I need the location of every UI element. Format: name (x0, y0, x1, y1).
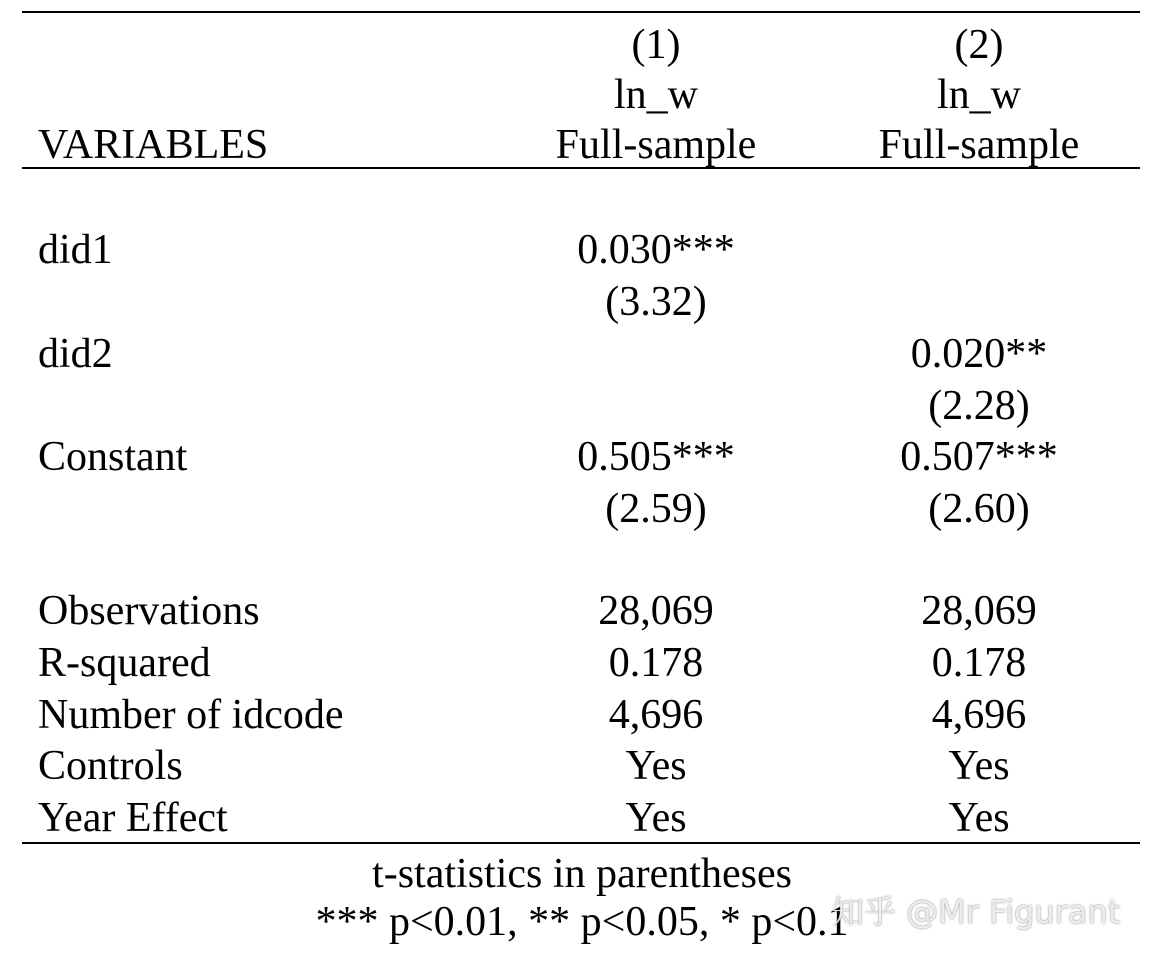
year-effect-col1: Yes (625, 795, 687, 841)
row-label-idcode: Number of idcode (38, 692, 344, 738)
col2-depvar: ln_w (937, 72, 1021, 118)
did1-col1-tstat: (3.32) (605, 279, 707, 325)
row-label-did2: did2 (38, 331, 113, 377)
col1-sample: Full-sample (555, 122, 757, 168)
bottom-rule (22, 842, 1140, 844)
constant-col1-coef: 0.505*** (577, 434, 735, 480)
row-label-year-effect: Year Effect (38, 795, 228, 841)
header-rule (22, 167, 1140, 169)
watermark: 知乎 @Mr Figurant (832, 893, 1121, 931)
rsquared-col1: 0.178 (608, 640, 704, 686)
row-label-constant: Constant (38, 434, 188, 480)
row-label-did1: did1 (38, 227, 113, 273)
variables-header: VARIABLES (38, 122, 269, 168)
note-significance: *** p<0.01, ** p<0.05, * p<0.1 (315, 899, 849, 945)
row-label-controls: Controls (38, 743, 183, 789)
note-tstat: t-statistics in parentheses (372, 851, 792, 897)
idcode-col2: 4,696 (931, 692, 1027, 738)
col2-number: (2) (954, 22, 1004, 68)
row-label-observations: Observations (38, 588, 260, 634)
idcode-col1: 4,696 (608, 692, 704, 738)
controls-col2: Yes (948, 743, 1010, 789)
controls-col1: Yes (625, 743, 687, 789)
col2-sample: Full-sample (878, 122, 1080, 168)
observations-col2: 28,069 (921, 588, 1037, 634)
did2-col2-coef: 0.020** (910, 331, 1048, 377)
constant-col1-tstat: (2.59) (605, 486, 707, 532)
col1-depvar: ln_w (614, 72, 698, 118)
top-rule (22, 11, 1140, 13)
did2-col2-tstat: (2.28) (928, 383, 1030, 429)
did1-col1-coef: 0.030*** (577, 227, 735, 273)
observations-col1: 28,069 (598, 588, 714, 634)
constant-col2-tstat: (2.60) (928, 486, 1030, 532)
row-label-rsquared: R-squared (38, 640, 211, 686)
rsquared-col2: 0.178 (931, 640, 1027, 686)
year-effect-col2: Yes (948, 795, 1010, 841)
constant-col2-coef: 0.507*** (900, 434, 1058, 480)
col1-number: (1) (631, 22, 681, 68)
